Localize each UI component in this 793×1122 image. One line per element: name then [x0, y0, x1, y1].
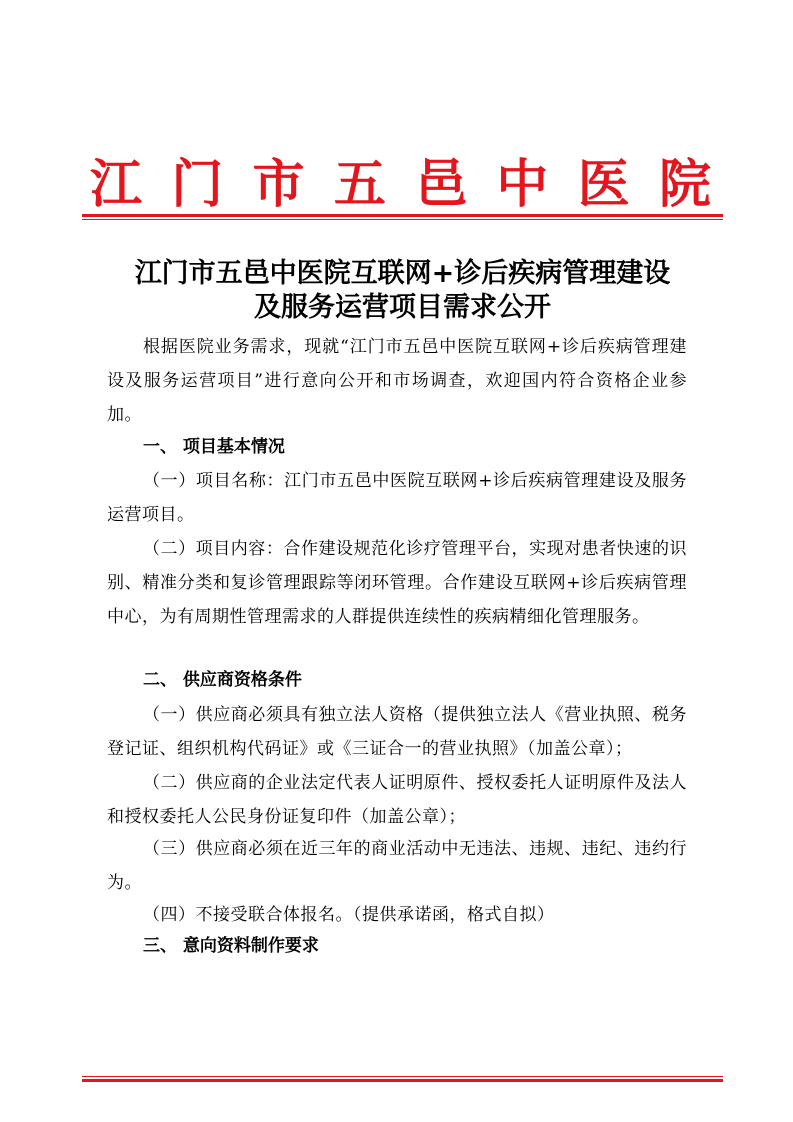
- header-rule-thin: [82, 219, 723, 220]
- section2-item-4: （四）不接受联合体报名。（提供承诺函，格式自拟）: [143, 905, 555, 925]
- section2-item-1: （一）供应商必须具有独立法人资格（提供独立法人《营业执照、税务登记证、组织机构代码证》或《三证合一的营业执照》（加盖公章）；: [107, 705, 687, 759]
- section-heading-3: 三、 意向资料制作要求: [143, 936, 319, 956]
- letterhead-char: 江: [89, 153, 142, 215]
- section1-item-2: （二）项目内容：合作建设规范化诊疗管理平台，实现对患者快速的识别、精准分类和复诊管理跟踪等闭环管理。合作建设互联网+诊后疾病管理中心，为有周期性管理需求的人群提供连续性的疾病精细化管理服务。: [107, 539, 687, 627]
- letterhead-char: 邑: [415, 153, 468, 215]
- document-title-line2: 及服务运营项目需求公开: [254, 292, 551, 323]
- intro-paragraph: 根据医院业务需求，现就“江门市五邑中医院互联网+诊后疾病管理建设及服务运营项目”进行意向公开和市场调查，欢迎国内符合资格企业参加。: [107, 337, 687, 425]
- section2-item-3: （三）供应商必须在近三年的商业活动中无违法、违规、违纪、违约行为。: [107, 839, 687, 893]
- letterhead-char: 院: [658, 153, 711, 215]
- letterhead-char: 中: [496, 153, 549, 215]
- letterhead-char: 医: [577, 153, 630, 215]
- letterhead-title: [88, 146, 713, 215]
- section1-item-1: （一）项目名称：江门市五邑中医院互联网+诊后疾病管理建设及服务运营项目。: [107, 471, 687, 525]
- letterhead-char: 市: [252, 153, 305, 215]
- section-heading-1: 一、 项目基本情况: [143, 437, 285, 457]
- footer-rule-thick: [82, 1079, 723, 1082]
- section-heading-2: 二、 供应商资格条件: [143, 670, 302, 690]
- document-title-line1: 江门市五邑中医院互联网+诊后疾病管理建设: [134, 258, 671, 289]
- header-rule-thick: [82, 214, 723, 217]
- section2-item-2: （二）供应商的企业法定代表人证明原件、授权委托人证明原件及法人和授权委托人公民身份证复印件（加盖公章）；: [107, 773, 687, 827]
- letterhead-char: 五: [333, 153, 386, 215]
- letterhead-char: 门: [171, 153, 224, 215]
- footer-rule-thin: [82, 1076, 723, 1077]
